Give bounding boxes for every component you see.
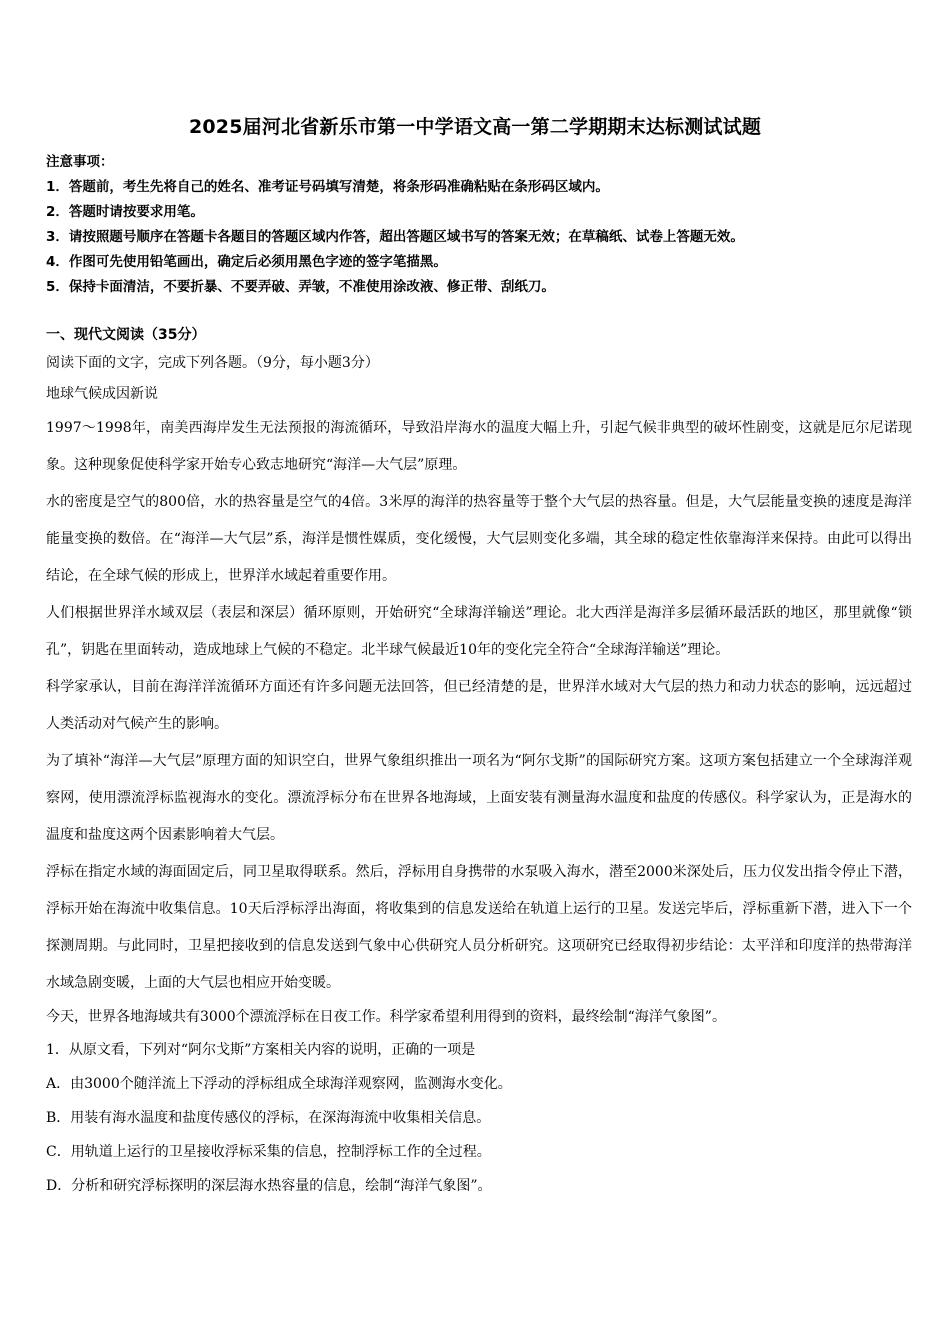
article-paragraph: 科学家承认，目前在海洋洋流循环方面还有许多问题无法回答，但已经清楚的是，世界洋水域对大气层的热力和动力状态的影响，远远超过人类活动对气候产生的影响。 [46, 679, 912, 732]
question-stem: 1．从原文看，下列对“阿尔戈斯”方案相关内容的说明，正确的一项是 [46, 1042, 476, 1058]
article-paragraph: 浮标在指定水域的海面固定后，同卫星取得联系。然后，浮标用自身携带的水泵吸入海水，潜至2000米深处后，压力仪发出指令停止下潜，浮标开始在海流中收集信息。10天后浮标浮出海面，将收集到的信息发送给在轨道上运行的卫星。发送完毕后，浮标重新下潜，进入下一个探测周期。与此同时，卫星把接收到的信息发送到气象中心供研究人员分析研究。这项研究已经取得初步结论：太平洋和印度洋的热带海洋水域急剧变暖，上面的大气层也相应开始变暖。 [46, 864, 912, 991]
section-instruction: 阅读下面的文字，完成下列各题。（9分，每小题3分） [46, 355, 379, 371]
reading-section [46, 322, 912, 1203]
article-title: 地球气候成因新说 [46, 386, 158, 402]
notes-item: 5．保持卡面清洁，不要折暴、不要弄破、弄皱，不准使用涂改液、修正带、刮纸刀。 [46, 279, 555, 295]
article-paragraph: 今天，世界各地海域共有3000个漂流浮标在日夜工作。科学家希望利用得到的资料，最终绘制“海洋气象图”。 [46, 1009, 726, 1025]
question-option-d: D．分析和研究浮标探明的深层海水热容量的信息，绘制“海洋气象图”。 [46, 1178, 492, 1194]
question-option-c: C．用轨道上运行的卫星接收浮标采集的信息，控制浮标工作的全过程。 [46, 1144, 491, 1160]
section-heading: 一、现代文阅读（35分） [46, 327, 206, 343]
article-paragraph: 人们根据世界洋水域双层（表层和深层）循环原则，开始研究“全球海洋输送”理论。北大西洋是海洋多层循环最活跃的地区，那里就像“锁孔”，钥匙在里面转动，造成地球上气候的不稳定。北半球气候最近10年的变化完全符合“全球海洋输送”理论。 [46, 605, 912, 658]
notes-item: 1．答题前，考生先将自己的姓名、准考证号码填写清楚，将条形码准确粘贴在条形码区域内。 [46, 179, 609, 195]
notes-item: 2．答题时请按要求用笔。 [46, 204, 204, 220]
page-title: 2025届河北省新乐市第一中学语文高一第二学期期末达标测试试题 [188, 116, 762, 138]
notes-item: 4．作图可先使用铅笔画出，确定后必须用黑色字迹的签字笔描黑。 [46, 254, 447, 270]
article-paragraph: 水的密度是空气的800倍，水的热容量是空气的4倍。3米厚的海洋的热容量等于整个大气层的热容量。但是，大气层能量变换的速度是海洋能量变换的数倍。在“海洋—大气层”系，海洋是惯性媒质，变化缓慢，大气层则变化多端，其全球的稳定性依靠海洋来保持。由此可以得出结论，在全球气候的形成上，世界洋水域起着重要作用。 [46, 494, 912, 584]
notes-item: 3．请按照题号顺序在答题卡各题目的答题区域内作答，超出答题区域书写的答案无效；在草稿纸、试卷上答题无效。 [46, 229, 744, 245]
article-paragraph: 1997～1998年，南美西海岸发生无法预报的海流循环，导致沿岸海水的温度大幅上升，引起气候非典型的破坏性剧变，这就是厄尔尼诺现象。这种现象促使科学家开始专心致志地研究“海洋—大气层”原理。 [46, 420, 912, 473]
notes-heading: 注意事项： [46, 154, 114, 170]
question-option-a: A．由3000个随洋流上下浮动的浮标组成全球海洋观察网，监测海水变化。 [46, 1076, 512, 1092]
question-option-b: B．用装有海水温度和盐度传感仪的浮标，在深海海流中收集相关信息。 [46, 1110, 491, 1126]
article-paragraph: 为了填补“海洋—大气层”原理方面的知识空白，世界气象组织推出一项名为“阿尔戈斯”的国际研究方案。这项方案包括建立一个全球海洋观察网，使用漂流浮标监视海水的变化。漂流浮标分布在世界各地海域，上面安装有测量海水温度和盐度的传感仪。科学家认为，正是海水的温度和盐度这两个因素影响着大气层。 [46, 753, 912, 843]
notes-section [46, 150, 916, 300]
